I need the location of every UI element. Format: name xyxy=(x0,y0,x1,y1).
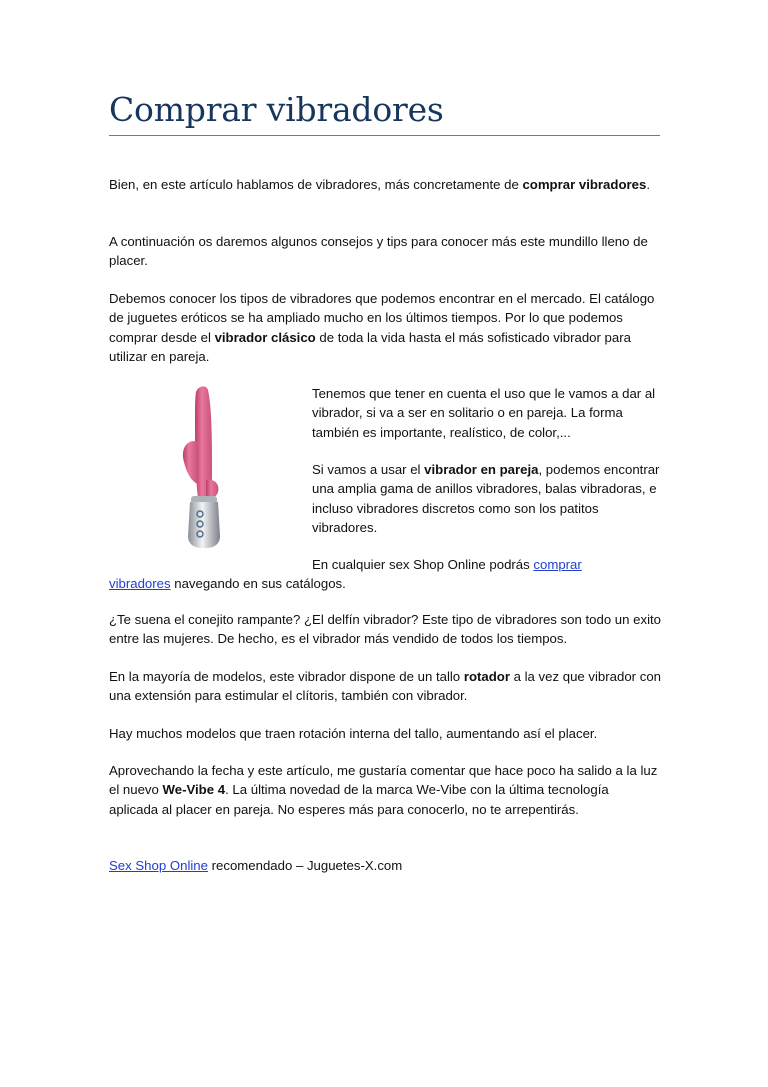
text: En cualquier sex Shop Online podrás xyxy=(312,557,534,572)
paragraph-sexshop xyxy=(109,555,661,594)
paragraph-consejos xyxy=(109,232,661,271)
text: recomendado – Juguetes-X.com xyxy=(207,858,403,873)
text: . xyxy=(646,177,650,192)
paragraph-modelos xyxy=(109,667,661,706)
text: Si vamos a usar el xyxy=(312,462,425,477)
paragraph-intro xyxy=(109,175,661,194)
text: a la vez que vibrador con una extensión para estimular el clítoris, también con vibrador. xyxy=(109,669,661,704)
comprar-vibradores-link-continued[interactable]: vibradores xyxy=(109,576,171,592)
bold-text: vibrador en pareja xyxy=(424,462,539,477)
text: . La última novedad de la marca We-Vibe con la última tecnología aplicada al placer en pareja. No esperes más para conocerlo, no te arrepentirás. xyxy=(109,782,609,817)
text: Aprovechando la fecha y este artículo, me gustaría comentar que hace poco ha salido a la luz el nuevo xyxy=(109,763,658,798)
bold-text: rotador xyxy=(463,669,510,684)
comprar-vibradores-link[interactable]: comprar xyxy=(533,557,582,572)
text: , podemos encontrar una amplia gama de anillos vibradores, balas vibradoras, e incluso vibradores discretos como son los patitos vibradores. xyxy=(312,462,660,536)
page-title: Comprar vibradores xyxy=(109,90,444,129)
text: En la mayoría de modelos, este vibrador dispone de un tallo xyxy=(109,669,464,684)
paragraph-pareja xyxy=(312,460,662,538)
paragraph-recomendado xyxy=(109,856,661,875)
text: Debemos conocer los tipos de vibradores que podemos encontrar en el mercado. El catálogo de juguetes eróticos se ha ampliado mucho en los últimos tiempos. Por lo que podemos comprar desde el xyxy=(109,291,655,345)
text: ¿Te suena el conejito rampante? ¿El delfín vibrador? Este tipo de vibradores son todo un exito entre las mujeres. De hecho, es el vibrador más vendido de todos los tiempos. xyxy=(109,612,661,647)
paragraph-uso xyxy=(312,384,662,442)
paragraph-rotacion xyxy=(109,724,661,743)
vibrator-product-image xyxy=(176,384,232,552)
text: Hay muchos modelos que traen rotación interna del tallo, aumentando así el placer. xyxy=(109,726,598,741)
text: navegando en sus catálogos. xyxy=(170,576,346,592)
bold-text: comprar vibradores xyxy=(522,177,647,192)
paragraph-conejito xyxy=(109,610,661,649)
text: Tenemos que tener en cuenta el uso que le vamos a dar al vibrador, si va a ser en solitario o en pareja. La forma también es importante, realístico, de color,... xyxy=(312,386,656,440)
sex-shop-online-link[interactable]: Sex Shop Online xyxy=(109,858,208,873)
paragraph-wevibe xyxy=(109,761,661,819)
text: Bien, en este artículo hablamos de vibradores, más concretamente de xyxy=(109,177,523,192)
text: A continuación os daremos algunos consejos y tips para conocer más este mundillo lleno de placer. xyxy=(109,234,648,269)
text: de toda la vida hasta el más sofisticado vibrador para utilizar en pareja. xyxy=(109,329,631,365)
bold-text: We-Vibe 4 xyxy=(162,782,226,798)
paragraph-tipos xyxy=(109,289,661,367)
bold-text: vibrador clásico xyxy=(214,329,316,345)
title-underline xyxy=(109,135,660,136)
